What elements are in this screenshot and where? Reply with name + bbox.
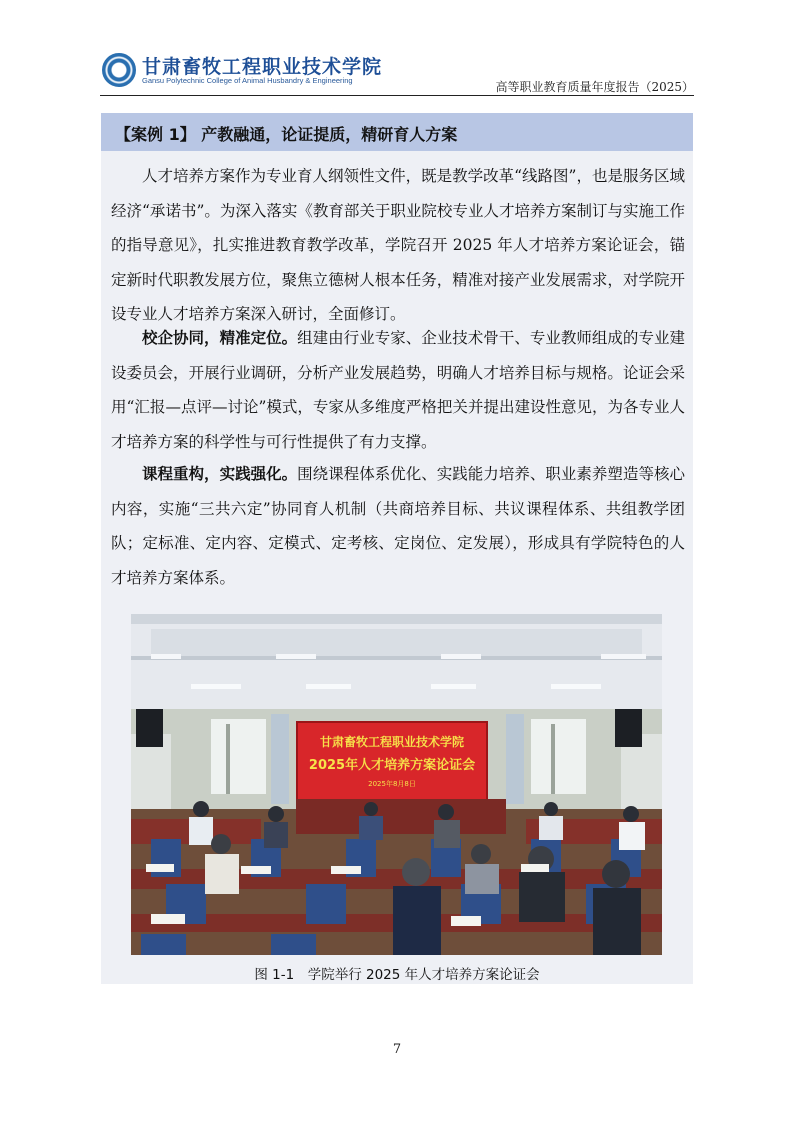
banner-line-2: 2025年人才培养方案论证会 xyxy=(308,758,476,773)
page-header xyxy=(100,50,694,96)
figure-caption: 图 1-1 学院举行 2025 年人才培养方案论证会 xyxy=(254,967,540,983)
paragraph-curriculum xyxy=(111,457,685,595)
report-title: 高等职业教育质量年度报告（2025） xyxy=(495,80,694,94)
paragraph-text: 围绕课程体系优化、实践能力培养、职业素养塑造等核心内容，实施“三共六定”协同育人机制（共商培养目标、共议课程体系、共组教学团队；定标准、定内容、定模式、定考核、定岗位、定发展），形成具有学院特色的人才培养方案体系。 xyxy=(111,465,685,587)
case-study-box xyxy=(101,113,693,984)
meeting-photo xyxy=(131,614,662,955)
paragraph-text: 人才培养方案作为专业育人纲领性文件，既是教学改革“线路图”，也是服务区域经济“承诺书”。为深入落实《教育部关于职业院校专业人才培养方案制订与实施工作的指导意见》，扎实推进教育教学改革，学院召开 2025 年人才培养方案论证会，锚定新时代职教发展方位，聚焦立德树人根本任务，精准对接产业发展需求，对学院开设专业人才培养方案深入研讨，全面修订。 xyxy=(111,167,685,323)
paragraph-intro xyxy=(111,159,685,332)
page-number: 7 xyxy=(392,1042,402,1057)
paragraph-lead: 课程重构，实践强化。 xyxy=(142,465,298,483)
banner-line-1: 甘肃畜牧工程职业技术学院 xyxy=(319,735,465,749)
paragraph-lead: 校企协同，精准定位。 xyxy=(142,329,298,347)
school-name-en: Gansu Polytechnic College of Animal Husbandry & Engineering xyxy=(142,76,353,85)
banner-date: 2025年8月8日 xyxy=(368,780,416,788)
paragraph-collaboration xyxy=(111,321,685,459)
school-name-cn: 甘肃畜牧工程职业技术学院 xyxy=(142,56,383,78)
paragraph-text: 组建由行业专家、企业技术骨干、专业教师组成的专业建设委员会，开展行业调研，分析产业发展趋势，明确人才培养目标与规格。论证会采用“汇报—点评—讨论”模式，专家从多维度严格把关并提出建设性意见，为各专业人才培养方案的科学性与可行性提供了有力支撑。 xyxy=(111,329,685,451)
school-logo xyxy=(100,50,383,90)
case-title: 【案例 1】 产教融通，论证提质，精研育人方案 xyxy=(115,125,458,144)
case-title-bar xyxy=(101,113,693,151)
header-divider xyxy=(100,95,694,96)
school-emblem-icon xyxy=(102,53,136,87)
